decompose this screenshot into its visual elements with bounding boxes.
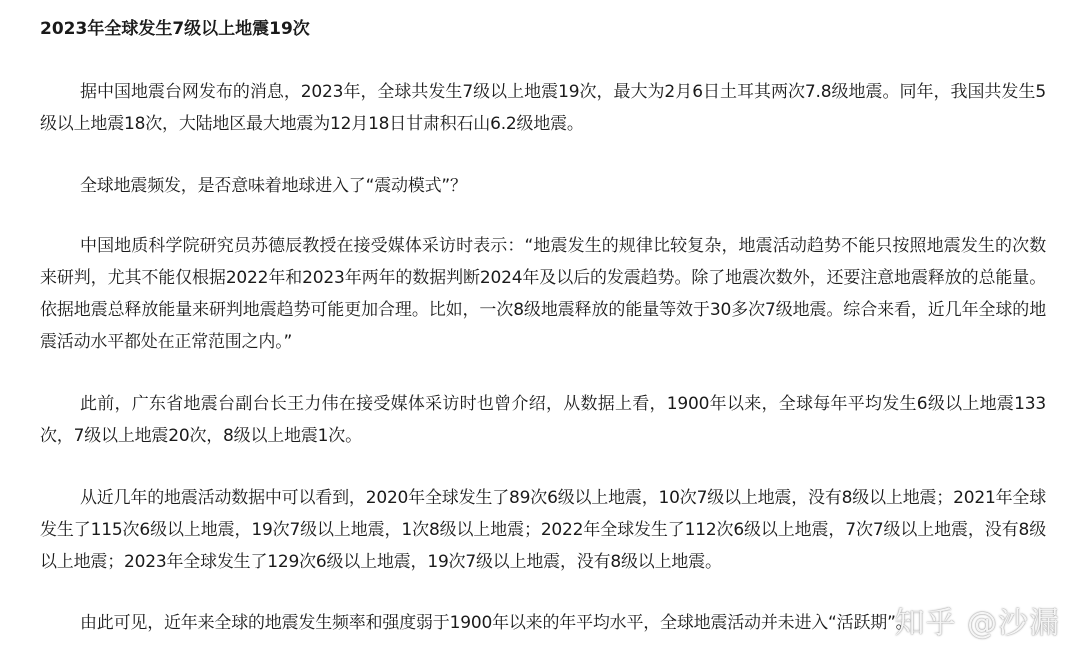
paragraph-historical-average: 此前，广东省地震台副台长王力伟在接受媒体采访时也曾介绍，从数据上看，1900年以来，全球每年平均发生6级以上地震133次，7级以上地震20次，8级以上地震1次。 <box>40 394 1046 446</box>
paragraph-conclusion: 由此可见，近年来全球的地震发生频率和强度弱于1900年以来的年平均水平，全球地震活动并未进入“活跃期”。 <box>80 613 913 633</box>
article-title: 2023年全球发生7级以上地震19次 <box>40 19 310 39</box>
paragraph-question: 全球地震频发，是否意味着地球进入了“震动模式”？ <box>80 176 467 196</box>
zhihu-watermark: 知乎 @沙漏 <box>894 606 1060 641</box>
paragraph-expert-quote: 中国地质科学院研究员苏德辰教授在接受媒体采访时表示：“地震发生的规律比较复杂，地震活动趋势不能只按照地震发生的次数来研判，尤其不能仅根据2022年和2023年两年的数据判断2024年及以后的发震趋势。除了地震次数外，还要注意地震释放的总能量。依据地震总释放能量来研判地震趋势可能更加合理。比如，一次8级地震释放的能量等效于30多次7级地震。综合来看，近几年全球的地震活动水平都处在正常范围之内。” <box>40 236 1046 352</box>
paragraph-recent-years-data: 从近几年的地震活动数据中可以看到，2020年全球发生了89次6级以上地震，10次7级以上地震，没有8级以上地震；2021年全球发生了115次6级以上地震，19次7级以上地震，1次8级以上地震；2022年全球发生了112次6级以上地震，7次7级以上地震，没有8级以上地震；2023年全球发生了129次6级以上地震，19次7级以上地震，没有8级以上地震。 <box>40 488 1046 572</box>
paragraph-earthquake-stats-2023: 据中国地震台网发布的消息，2023年，全球共发生7级以上地震19次，最大为2月6日土耳其两次7.8级地震。同年，我国共发生5级以上地震18次，大陆地区最大地震为12月18日甘肃积石山6.2级地震。 <box>40 82 1046 134</box>
